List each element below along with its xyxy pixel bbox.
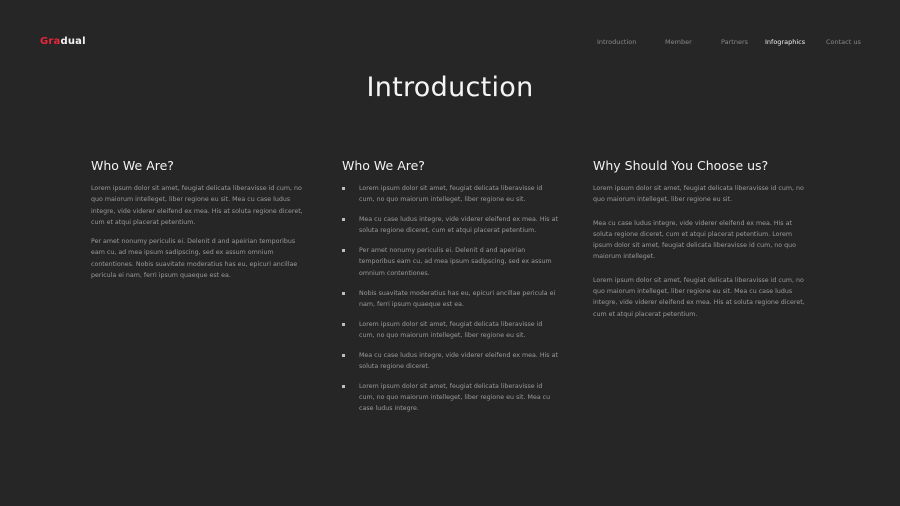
page-title: Introduction [366, 72, 534, 103]
bullet-list [342, 183, 558, 415]
bullet-icon [342, 218, 345, 221]
list-item-text: Mea cu case ludus integre, vide viderer eleifend ex mea. His at soluta regione diceret, cum et atqui placerat petentium. [359, 216, 558, 235]
list-item [342, 214, 558, 237]
list-item [342, 350, 558, 373]
bullet-icon [342, 187, 345, 190]
top-navigation [0, 38, 900, 50]
nav-item-introduction[interactable]: Introduction [597, 38, 637, 46]
list-item-text: Lorem ipsum dolor sit amet, feugiat delicata liberavisse id cum, no quo maiorum intelleget, liber regione eu sit. Mea cu case ludus integre. [359, 382, 551, 413]
column-who-we-are-list [342, 158, 558, 423]
nav-item-member[interactable]: Member [665, 38, 692, 46]
list-item-text: Per amet nonumy periculis ei. Delenit d and apeirian temporibus eam cu, ad mea ipsum sadipscing, sed ex assum omnium contentiones. [359, 247, 552, 277]
bullet-icon [342, 249, 345, 252]
column-heading: Who We Are? [342, 158, 425, 173]
column-why-choose-us [593, 158, 809, 332]
list-item-text: Lorem ipsum dolor sit amet, feugiat delicata liberavisse id cum, no quo maiorum intelleget, liber regione eu sit. [359, 185, 543, 204]
column-paragraph: Lorem ipsum dolor sit amet, feugiat delicata liberavisse id cum, no quo maiorum intelleget, liber regione eu sit. Mea cu case ludus integre, vide viderer eleifend ex mea. His at soluta regione diceret, cum et atqui placerat petentium. [91, 185, 303, 226]
bullet-icon [342, 292, 345, 295]
nav-item-contact-us[interactable]: Contact us [826, 38, 861, 46]
brand-logo-rest: dual [60, 36, 86, 47]
nav-item-partners[interactable]: Partners [721, 38, 749, 46]
column-heading: Who We Are? [91, 158, 174, 173]
bullet-icon [342, 323, 345, 326]
list-item-text: Nobis suavitate moderatius has eu, epicuri ancillae pericula ei nam, ferri ipsum quaeque est ea. [359, 289, 556, 308]
list-item [342, 381, 558, 415]
bullet-icon [342, 354, 345, 357]
nav-item-infographics[interactable]: Infographics [765, 38, 806, 46]
list-item [342, 288, 558, 311]
column-heading: Why Should You Choose us? [593, 158, 769, 173]
list-item [342, 245, 558, 279]
list-item-text: Mea cu case ludus integre, vide viderer eleifend ex mea. His at soluta regione diceret. [359, 351, 558, 371]
column-paragraph: Per amet nonumy periculis ei. Delenit d and apeirian temporibus eam cu, ad mea ipsum sadipscing, sed ex assum omnium contentiones. Nobis suavitate moderatius has eu, epicuri ancillae pericula ei nam, ferri ipsum quaeque est ea. [91, 238, 298, 280]
bullet-icon [342, 385, 345, 388]
brand-logo-accent: Gra [40, 36, 61, 47]
column-paragraph: Mea cu case ludus integre, vide viderer eleifend ex mea. His at soluta regione diceret, cum et atqui placerat petentium. Lorem ipsum dolor sit amet, feugiat delicata liberavisse id cum, no quo maiorum intelleget. [593, 219, 796, 261]
column-paragraph: Lorem ipsum dolor sit amet, feugiat delicata liberavisse id cum, no quo maiorum intelleget, liber regione eu sit. [593, 185, 804, 204]
column-paragraph: Lorem ipsum dolor sit amet, feugiat delicata liberavisse id cum, no quo maiorum intelleget, liber regione eu sit. Mea cu case ludus integre, vide viderer eleifend ex mea. His at soluta regione diceret, cum et atqui placerat petentium. [593, 276, 805, 318]
list-item-text: Lorem ipsum dolor sit amet, feugiat delicata liberavisse id cum, no quo maiorum intelleget, liber regione eu sit. [359, 320, 543, 339]
column-who-we-are [91, 158, 307, 289]
list-item [342, 183, 558, 206]
list-item [342, 319, 558, 342]
